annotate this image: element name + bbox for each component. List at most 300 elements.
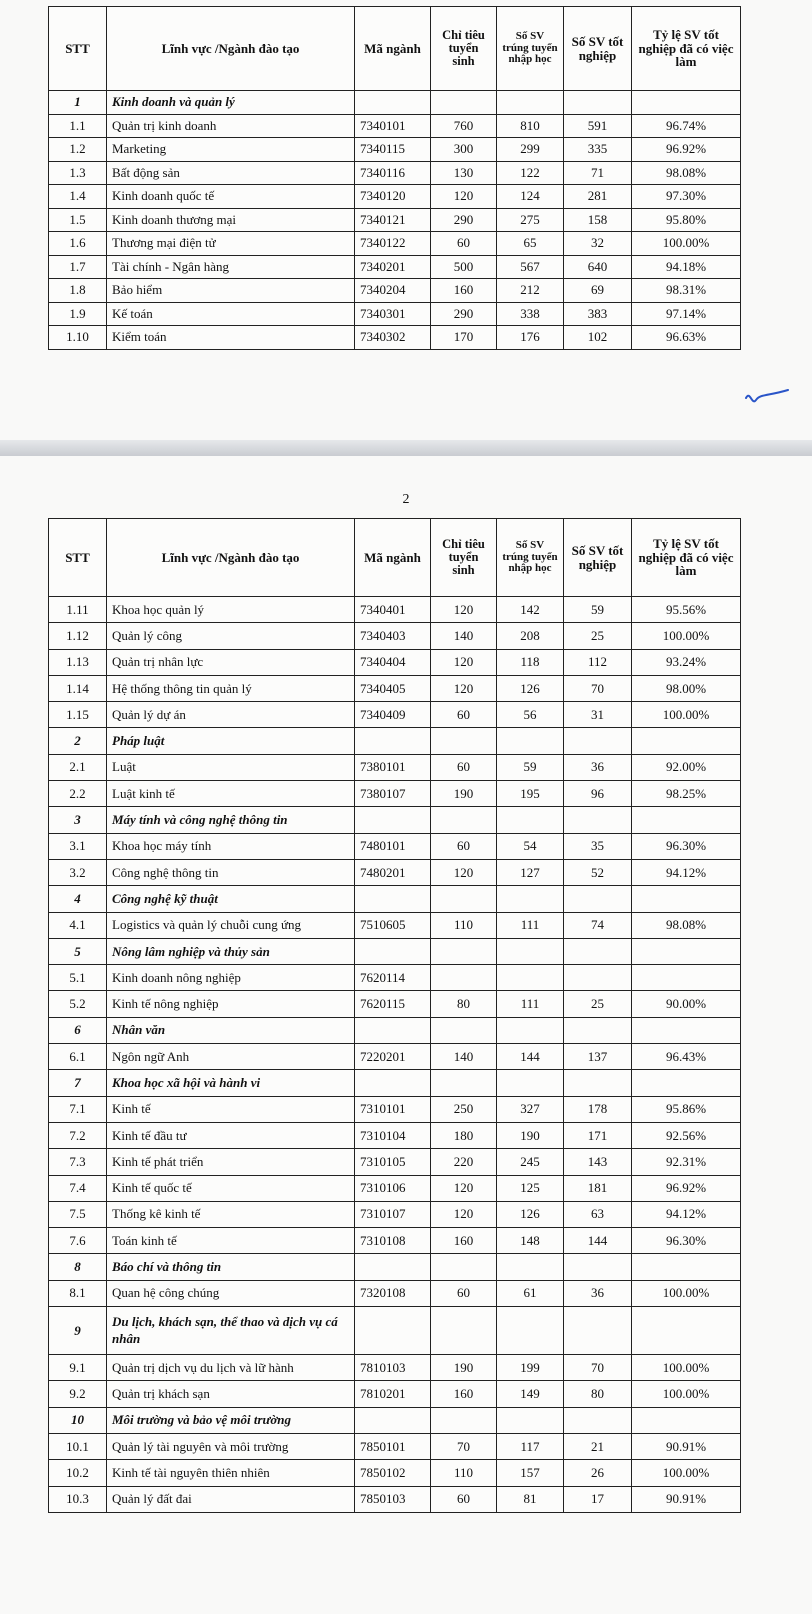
- table-row: [49, 702, 741, 728]
- table-header-row: [49, 7, 741, 91]
- training-stats-table-page-1: [48, 6, 741, 350]
- cell-quota: 120: [431, 649, 497, 675]
- cell-employed-rate: 92.31%: [632, 1149, 741, 1175]
- table-row: [49, 859, 741, 885]
- cell-quota: 160: [431, 279, 497, 303]
- cell-stt: 9: [49, 1307, 107, 1355]
- training-stats-table-page-2: [48, 518, 741, 1513]
- cell-empty: [355, 807, 431, 833]
- cell-employed-rate: 98.08%: [632, 912, 741, 938]
- cell-empty: [632, 1017, 741, 1043]
- cell-major-code: 7340204: [355, 279, 431, 303]
- table-row: [49, 1149, 741, 1175]
- cell-major-code: 7340301: [355, 302, 431, 326]
- cell-empty: [564, 1407, 632, 1433]
- cell-major-name: Khoa học máy tính: [107, 833, 355, 859]
- cell-major-name: Kế toán: [107, 302, 355, 326]
- table-row: [49, 1201, 741, 1227]
- cell-stt: 1.13: [49, 649, 107, 675]
- cell-admitted: 144: [497, 1044, 564, 1070]
- cell-major-code: 7340403: [355, 623, 431, 649]
- cell-admitted: 212: [497, 279, 564, 303]
- cell-major-code: 7850103: [355, 1486, 431, 1512]
- page-gap: [0, 440, 812, 456]
- cell-group-name: Báo chí và thông tin: [107, 1254, 355, 1280]
- cell-graduated: 171: [564, 1122, 632, 1148]
- cell-admitted: 157: [497, 1460, 564, 1486]
- cell-quota: [431, 965, 497, 991]
- cell-employed-rate: 98.08%: [632, 161, 741, 185]
- cell-admitted: 142: [497, 597, 564, 623]
- cell-admitted: 56: [497, 702, 564, 728]
- cell-graduated: 335: [564, 138, 632, 162]
- cell-stt: 6: [49, 1017, 107, 1043]
- cell-quota: 70: [431, 1433, 497, 1459]
- cell-stt: 4.1: [49, 912, 107, 938]
- group-row: [49, 938, 741, 964]
- cell-major-code: 7340115: [355, 138, 431, 162]
- cell-graduated: 25: [564, 991, 632, 1017]
- cell-admitted: 275: [497, 208, 564, 232]
- cell-quota: 300: [431, 138, 497, 162]
- cell-empty: [355, 1307, 431, 1355]
- cell-employed-rate: 94.12%: [632, 859, 741, 885]
- cell-quota: 190: [431, 781, 497, 807]
- cell-admitted: 208: [497, 623, 564, 649]
- cell-employed-rate: 98.00%: [632, 675, 741, 701]
- cell-employed-rate: 97.30%: [632, 185, 741, 209]
- table-row: [49, 279, 741, 303]
- header-code: Mã ngành: [355, 519, 431, 597]
- cell-major-code: 7320108: [355, 1280, 431, 1306]
- cell-major-name: Thống kê kinh tế: [107, 1201, 355, 1227]
- cell-group-name: Kinh doanh và quản lý: [107, 91, 355, 115]
- cell-group-name: Nông lâm nghiệp và thủy sản: [107, 938, 355, 964]
- cell-admitted: 125: [497, 1175, 564, 1201]
- cell-admitted: 65: [497, 232, 564, 256]
- cell-empty: [355, 1254, 431, 1280]
- cell-graduated: 31: [564, 702, 632, 728]
- cell-quota: 220: [431, 1149, 497, 1175]
- cell-admitted: 111: [497, 991, 564, 1017]
- page-1: [0, 0, 812, 440]
- cell-major-name: Quản lý công: [107, 623, 355, 649]
- cell-empty: [497, 1307, 564, 1355]
- cell-major-code: 7810103: [355, 1355, 431, 1381]
- cell-major-code: 7340201: [355, 255, 431, 279]
- cell-quota: 760: [431, 114, 497, 138]
- cell-major-code: 7480101: [355, 833, 431, 859]
- cell-major-name: Luật: [107, 754, 355, 780]
- cell-empty: [355, 91, 431, 115]
- group-row: [49, 1307, 741, 1355]
- cell-major-code: 7340401: [355, 597, 431, 623]
- cell-graduated: 70: [564, 675, 632, 701]
- cell-major-code: 7340121: [355, 208, 431, 232]
- cell-stt: 10.1: [49, 1433, 107, 1459]
- cell-quota: 120: [431, 675, 497, 701]
- table-row: [49, 833, 741, 859]
- cell-admitted: 126: [497, 1201, 564, 1227]
- cell-graduated: 137: [564, 1044, 632, 1070]
- cell-admitted: 245: [497, 1149, 564, 1175]
- cell-admitted: 117: [497, 1433, 564, 1459]
- cell-employed-rate: 100.00%: [632, 1460, 741, 1486]
- cell-admitted: 338: [497, 302, 564, 326]
- cell-stt: 1.4: [49, 185, 107, 209]
- cell-quota: 120: [431, 859, 497, 885]
- header-employed-rate: Tỷ lệ SV tốt nghiệp đã có việc làm: [632, 7, 741, 91]
- cell-admitted: 126: [497, 675, 564, 701]
- cell-employed-rate: 96.92%: [632, 138, 741, 162]
- cell-admitted: 148: [497, 1228, 564, 1254]
- header-admitted: Số SV trúng tuyển nhập học: [497, 7, 564, 91]
- cell-major-name: Thương mại điện tử: [107, 232, 355, 256]
- table-body: [49, 91, 741, 350]
- cell-stt: 8.1: [49, 1280, 107, 1306]
- cell-major-code: 7340116: [355, 161, 431, 185]
- cell-empty: [632, 91, 741, 115]
- cell-major-name: Kinh tế nông nghiệp: [107, 991, 355, 1017]
- cell-employed-rate: 90.91%: [632, 1486, 741, 1512]
- cell-stt: 6.1: [49, 1044, 107, 1070]
- cell-graduated: 69: [564, 279, 632, 303]
- cell-employed-rate: 96.43%: [632, 1044, 741, 1070]
- group-row: [49, 1070, 741, 1096]
- cell-major-name: Kinh doanh thương mại: [107, 208, 355, 232]
- signature-mark-icon: [742, 384, 792, 412]
- table-row: [49, 161, 741, 185]
- cell-graduated: 71: [564, 161, 632, 185]
- header-field: Lĩnh vực /Ngành đào tạo: [107, 7, 355, 91]
- cell-quota: 500: [431, 255, 497, 279]
- cell-stt: 1.6: [49, 232, 107, 256]
- table-row: [49, 623, 741, 649]
- cell-admitted: 176: [497, 326, 564, 350]
- cell-empty: [431, 1307, 497, 1355]
- cell-empty: [632, 1254, 741, 1280]
- cell-major-name: Quản lý đất đai: [107, 1486, 355, 1512]
- cell-admitted: 127: [497, 859, 564, 885]
- table-row: [49, 1460, 741, 1486]
- cell-empty: [497, 938, 564, 964]
- table-row: [49, 1044, 741, 1070]
- cell-employed-rate: 100.00%: [632, 1280, 741, 1306]
- cell-admitted: 327: [497, 1096, 564, 1122]
- cell-stt: 7: [49, 1070, 107, 1096]
- group-row: [49, 91, 741, 115]
- cell-graduated: 26: [564, 1460, 632, 1486]
- cell-major-name: Công nghệ thông tin: [107, 859, 355, 885]
- cell-empty: [431, 1254, 497, 1280]
- cell-graduated: 383: [564, 302, 632, 326]
- cell-major-name: Toán kinh tế: [107, 1228, 355, 1254]
- cell-graduated: 143: [564, 1149, 632, 1175]
- cell-graduated: 36: [564, 754, 632, 780]
- header-quota: Chỉ tiêu tuyển sinh: [431, 7, 497, 91]
- cell-graduated: 36: [564, 1280, 632, 1306]
- cell-stt: 1.3: [49, 161, 107, 185]
- table-row: [49, 1433, 741, 1459]
- cell-group-name: Khoa học xã hội và hành vi: [107, 1070, 355, 1096]
- cell-quota: 60: [431, 232, 497, 256]
- cell-major-name: Quản trị kinh doanh: [107, 114, 355, 138]
- cell-stt: 2.1: [49, 754, 107, 780]
- cell-major-name: Kinh tế: [107, 1096, 355, 1122]
- cell-quota: 190: [431, 1355, 497, 1381]
- cell-empty: [431, 728, 497, 754]
- cell-major-name: Bất động sản: [107, 161, 355, 185]
- table-row: [49, 965, 741, 991]
- table-row: [49, 302, 741, 326]
- cell-major-name: Quản lý tài nguyên và môi trường: [107, 1433, 355, 1459]
- cell-major-code: 7380107: [355, 781, 431, 807]
- cell-stt: 5.2: [49, 991, 107, 1017]
- cell-graduated: 17: [564, 1486, 632, 1512]
- cell-empty: [564, 1017, 632, 1043]
- cell-admitted: 61: [497, 1280, 564, 1306]
- header-field: Lĩnh vực /Ngành đào tạo: [107, 519, 355, 597]
- cell-major-code: 7310104: [355, 1122, 431, 1148]
- table-header-row: [49, 519, 741, 597]
- cell-major-name: Kinh tế quốc tế: [107, 1175, 355, 1201]
- cell-empty: [497, 1407, 564, 1433]
- cell-employed-rate: 90.91%: [632, 1433, 741, 1459]
- cell-empty: [497, 91, 564, 115]
- cell-employed-rate: 96.92%: [632, 1175, 741, 1201]
- header-stt: STT: [49, 519, 107, 597]
- cell-stt: 3.1: [49, 833, 107, 859]
- cell-employed-rate: 98.31%: [632, 279, 741, 303]
- cell-graduated: 80: [564, 1381, 632, 1407]
- cell-graduated: 25: [564, 623, 632, 649]
- header-code: Mã ngành: [355, 7, 431, 91]
- cell-major-code: 7620115: [355, 991, 431, 1017]
- cell-quota: 140: [431, 623, 497, 649]
- cell-admitted: 195: [497, 781, 564, 807]
- cell-employed-rate: 90.00%: [632, 991, 741, 1017]
- cell-employed-rate: 93.24%: [632, 649, 741, 675]
- cell-stt: 9.2: [49, 1381, 107, 1407]
- table-row: [49, 991, 741, 1017]
- cell-major-name: Quản trị khách sạn: [107, 1381, 355, 1407]
- cell-quota: 120: [431, 1175, 497, 1201]
- cell-quota: 160: [431, 1381, 497, 1407]
- cell-quota: 160: [431, 1228, 497, 1254]
- cell-empty: [355, 1070, 431, 1096]
- cell-empty: [431, 91, 497, 115]
- cell-admitted: 118: [497, 649, 564, 675]
- cell-employed-rate: 98.25%: [632, 781, 741, 807]
- cell-stt: 7.4: [49, 1175, 107, 1201]
- group-row: [49, 728, 741, 754]
- cell-empty: [355, 938, 431, 964]
- cell-major-code: 7480201: [355, 859, 431, 885]
- cell-stt: 4: [49, 886, 107, 912]
- cell-major-code: 7310106: [355, 1175, 431, 1201]
- cell-quota: 140: [431, 1044, 497, 1070]
- cell-group-name: Du lịch, khách sạn, thể thao và dịch vụ cá nhân: [107, 1307, 355, 1355]
- cell-employed-rate: 96.74%: [632, 114, 741, 138]
- cell-stt: 1: [49, 91, 107, 115]
- cell-major-code: 7340302: [355, 326, 431, 350]
- table-row: [49, 255, 741, 279]
- cell-graduated: 112: [564, 649, 632, 675]
- cell-empty: [564, 1307, 632, 1355]
- cell-empty: [632, 1407, 741, 1433]
- cell-empty: [564, 91, 632, 115]
- cell-major-code: 7310105: [355, 1149, 431, 1175]
- cell-employed-rate: 95.86%: [632, 1096, 741, 1122]
- cell-empty: [497, 1070, 564, 1096]
- cell-empty: [431, 1017, 497, 1043]
- cell-employed-rate: 92.56%: [632, 1122, 741, 1148]
- table-row: [49, 754, 741, 780]
- cell-quota: 130: [431, 161, 497, 185]
- cell-stt: 1.7: [49, 255, 107, 279]
- cell-major-name: Quản trị dịch vụ du lịch và lữ hành: [107, 1355, 355, 1381]
- cell-stt: 5.1: [49, 965, 107, 991]
- table-row: [49, 138, 741, 162]
- cell-stt: 8: [49, 1254, 107, 1280]
- cell-major-code: 7340101: [355, 114, 431, 138]
- cell-graduated: 70: [564, 1355, 632, 1381]
- table-row: [49, 232, 741, 256]
- table-row: [49, 597, 741, 623]
- cell-quota: 120: [431, 597, 497, 623]
- cell-stt: 1.2: [49, 138, 107, 162]
- table-row: [49, 1280, 741, 1306]
- cell-employed-rate: 94.18%: [632, 255, 741, 279]
- cell-empty: [355, 886, 431, 912]
- table-row: [49, 1355, 741, 1381]
- cell-graduated: 63: [564, 1201, 632, 1227]
- cell-major-name: Kinh tế tài nguyên thiên nhiên: [107, 1460, 355, 1486]
- cell-empty: [431, 886, 497, 912]
- table-body: [49, 597, 741, 1513]
- cell-major-code: 7510605: [355, 912, 431, 938]
- table-row: [49, 326, 741, 350]
- table-row: [49, 781, 741, 807]
- cell-stt: 9.1: [49, 1355, 107, 1381]
- cell-major-name: Kinh tế đầu tư: [107, 1122, 355, 1148]
- cell-group-name: Máy tính và công nghệ thông tin: [107, 807, 355, 833]
- cell-quota: 80: [431, 991, 497, 1017]
- cell-group-name: Pháp luật: [107, 728, 355, 754]
- cell-empty: [564, 1254, 632, 1280]
- cell-major-name: Quản trị nhân lực: [107, 649, 355, 675]
- cell-major-code: 7340120: [355, 185, 431, 209]
- cell-empty: [632, 1070, 741, 1096]
- cell-major-name: Luật kinh tế: [107, 781, 355, 807]
- cell-major-code: 7620114: [355, 965, 431, 991]
- cell-empty: [355, 728, 431, 754]
- cell-admitted: 81: [497, 1486, 564, 1512]
- table-row: [49, 912, 741, 938]
- cell-major-name: Bảo hiểm: [107, 279, 355, 303]
- cell-stt: 1.12: [49, 623, 107, 649]
- table-row: [49, 1122, 741, 1148]
- cell-stt: 10.3: [49, 1486, 107, 1512]
- cell-employed-rate: 92.00%: [632, 754, 741, 780]
- cell-major-name: Quan hệ công chúng: [107, 1280, 355, 1306]
- cell-quota: 250: [431, 1096, 497, 1122]
- header-quota: Chỉ tiêu tuyển sinh: [431, 519, 497, 597]
- cell-employed-rate: 96.30%: [632, 833, 741, 859]
- header-graduated: Số SV tốt nghiệp: [564, 519, 632, 597]
- cell-quota: 60: [431, 754, 497, 780]
- cell-employed-rate: 95.80%: [632, 208, 741, 232]
- cell-quota: 110: [431, 912, 497, 938]
- table-row: [49, 1381, 741, 1407]
- cell-graduated: 144: [564, 1228, 632, 1254]
- header-employed-rate: Tỷ lệ SV tốt nghiệp đã có việc làm: [632, 519, 741, 597]
- cell-empty: [355, 1407, 431, 1433]
- cell-quota: 120: [431, 1201, 497, 1227]
- table-row: [49, 114, 741, 138]
- cell-major-name: Khoa học quản lý: [107, 597, 355, 623]
- cell-stt: 10: [49, 1407, 107, 1433]
- cell-employed-rate: 95.56%: [632, 597, 741, 623]
- cell-quota: 120: [431, 185, 497, 209]
- cell-major-code: 7310108: [355, 1228, 431, 1254]
- cell-graduated: 158: [564, 208, 632, 232]
- cell-admitted: 810: [497, 114, 564, 138]
- cell-empty: [431, 807, 497, 833]
- cell-stt: 1.5: [49, 208, 107, 232]
- cell-admitted: 122: [497, 161, 564, 185]
- cell-stt: 1.15: [49, 702, 107, 728]
- cell-group-name: Nhân văn: [107, 1017, 355, 1043]
- cell-stt: 5: [49, 938, 107, 964]
- cell-employed-rate: 100.00%: [632, 623, 741, 649]
- cell-employed-rate: 100.00%: [632, 702, 741, 728]
- table-row: [49, 675, 741, 701]
- cell-quota: 60: [431, 702, 497, 728]
- cell-admitted: 54: [497, 833, 564, 859]
- cell-major-name: Kiểm toán: [107, 326, 355, 350]
- cell-major-code: 7340409: [355, 702, 431, 728]
- cell-major-name: Quản lý dự án: [107, 702, 355, 728]
- table-row: [49, 1175, 741, 1201]
- cell-quota: 290: [431, 302, 497, 326]
- group-row: [49, 1254, 741, 1280]
- cell-major-code: 7850101: [355, 1433, 431, 1459]
- cell-graduated: 74: [564, 912, 632, 938]
- cell-graduated: 181: [564, 1175, 632, 1201]
- cell-major-name: Ngôn ngữ Anh: [107, 1044, 355, 1070]
- cell-stt: 7.1: [49, 1096, 107, 1122]
- cell-major-name: Marketing: [107, 138, 355, 162]
- cell-stt: 1.10: [49, 326, 107, 350]
- group-row: [49, 886, 741, 912]
- cell-graduated: 21: [564, 1433, 632, 1459]
- cell-graduated: 102: [564, 326, 632, 350]
- table-row: [49, 1486, 741, 1512]
- cell-stt: 7.6: [49, 1228, 107, 1254]
- cell-employed-rate: 100.00%: [632, 232, 741, 256]
- cell-admitted: 199: [497, 1355, 564, 1381]
- group-row: [49, 807, 741, 833]
- table-row: [49, 1096, 741, 1122]
- cell-major-code: 7220201: [355, 1044, 431, 1070]
- cell-stt: 3: [49, 807, 107, 833]
- cell-stt: 2: [49, 728, 107, 754]
- cell-graduated: 35: [564, 833, 632, 859]
- cell-stt: 1.11: [49, 597, 107, 623]
- cell-empty: [497, 886, 564, 912]
- cell-employed-rate: 94.12%: [632, 1201, 741, 1227]
